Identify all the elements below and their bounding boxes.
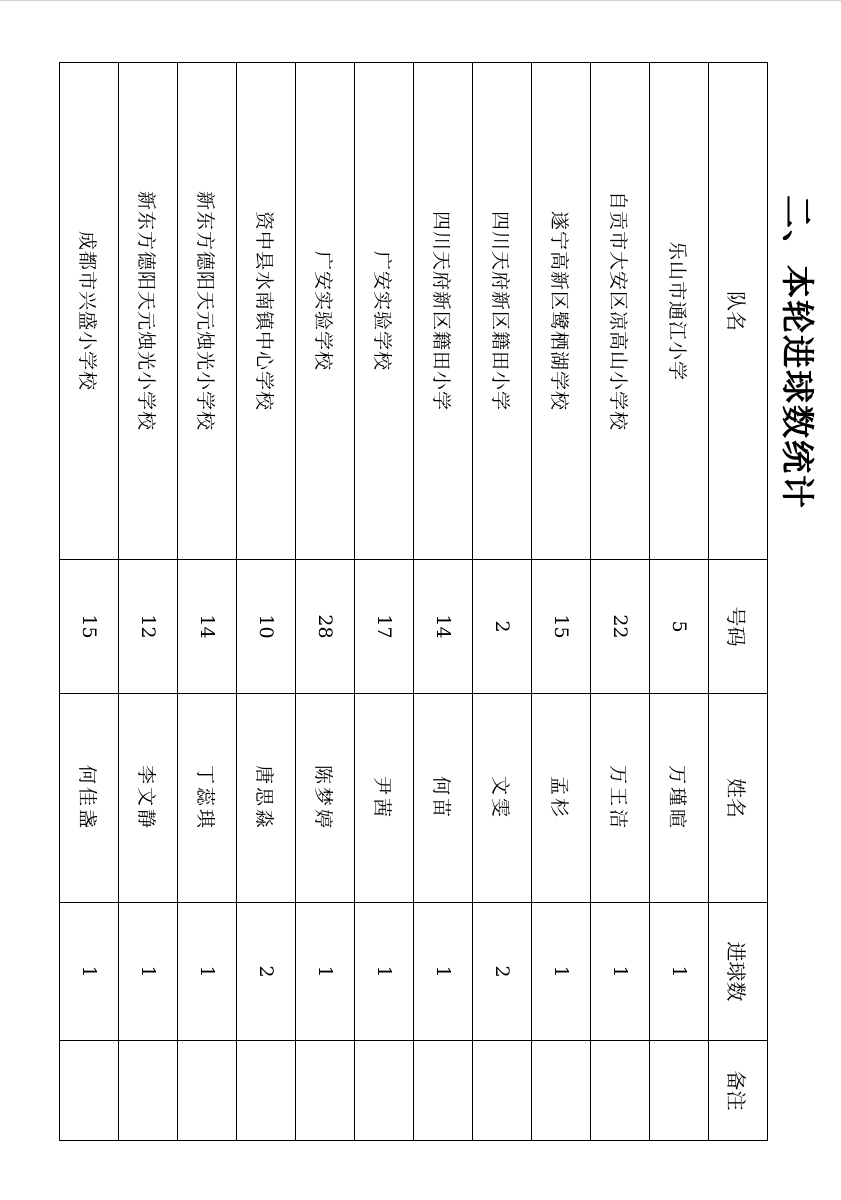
team-cell: 新东方德阳天元烛光小学校: [119, 63, 178, 560]
note-cell: [414, 1041, 473, 1141]
table-row: [355, 63, 414, 1141]
number-cell: 12: [119, 560, 178, 694]
number-cell: 17: [355, 560, 414, 694]
table-row: [178, 63, 237, 1141]
number-cell: 28: [296, 560, 355, 694]
table-row: [296, 63, 355, 1141]
number-cell: 22: [591, 560, 650, 694]
player-name-cell: 万王洁: [591, 694, 650, 903]
table-row: [532, 63, 591, 1141]
goals-cell: 1: [178, 903, 237, 1041]
goals-cell: 1: [591, 903, 650, 1041]
goals-cell: 1: [355, 903, 414, 1041]
number-cell: 14: [414, 560, 473, 694]
goals-table: [59, 62, 768, 1141]
header-name: 姓名: [709, 694, 768, 903]
goals-cell: 1: [532, 903, 591, 1041]
goals-cell: 2: [237, 903, 296, 1041]
team-cell: 四川天府新区籍田小学: [414, 63, 473, 560]
team-cell: 新东方德阳天元烛光小学校: [178, 63, 237, 560]
header-note: 备注: [709, 1041, 768, 1141]
team-cell: 广安实验学校: [355, 63, 414, 560]
note-cell: [532, 1041, 591, 1141]
player-name-cell: 唐思淼: [237, 694, 296, 903]
goals-cell: 1: [119, 903, 178, 1041]
player-name-cell: 何佳盏: [60, 694, 119, 903]
player-name-cell: 李文静: [119, 694, 178, 903]
table-row: [591, 63, 650, 1141]
note-cell: [296, 1041, 355, 1141]
header-number: 号码: [709, 560, 768, 694]
table-row: [414, 63, 473, 1141]
goals-cell: 1: [60, 903, 119, 1041]
player-name-cell: 万瑾暄: [650, 694, 709, 903]
header-goals: 进球数: [709, 903, 768, 1041]
note-cell: [355, 1041, 414, 1141]
goals-cell: 1: [650, 903, 709, 1041]
number-cell: 14: [178, 560, 237, 694]
team-cell: 成都市兴盛小学校: [60, 63, 119, 560]
goals-cell: 1: [296, 903, 355, 1041]
number-cell: 2: [473, 560, 532, 694]
table-row: [60, 63, 119, 1141]
page-title: 二、本轮进球数统计: [778, 195, 817, 510]
header-team: 队名: [709, 63, 768, 560]
note-cell: [591, 1041, 650, 1141]
table-row: [473, 63, 532, 1141]
note-cell: [60, 1041, 119, 1141]
note-cell: [473, 1041, 532, 1141]
table-header-row: [709, 63, 768, 1141]
table-row: [237, 63, 296, 1141]
player-name-cell: 陈梦婷: [296, 694, 355, 903]
number-cell: 10: [237, 560, 296, 694]
note-cell: [237, 1041, 296, 1141]
note-cell: [119, 1041, 178, 1141]
number-cell: 15: [532, 560, 591, 694]
note-cell: [650, 1041, 709, 1141]
number-cell: 15: [60, 560, 119, 694]
team-cell: 四川天府新区籍田小学: [473, 63, 532, 560]
team-cell: 遂宁高新区鹭栖湖学校: [532, 63, 591, 560]
table-row: [650, 63, 709, 1141]
goals-cell: 2: [473, 903, 532, 1041]
team-cell: 乐山市通江小学: [650, 63, 709, 560]
table-row: [119, 63, 178, 1141]
goals-cell: 1: [414, 903, 473, 1041]
note-cell: [178, 1041, 237, 1141]
team-cell: 自贡市大安区凉高山小学校: [591, 63, 650, 560]
player-name-cell: 尹茜: [355, 694, 414, 903]
player-name-cell: 何苗: [414, 694, 473, 903]
player-name-cell: 丁蕊琪: [178, 694, 237, 903]
player-name-cell: 孟杉: [532, 694, 591, 903]
team-cell: 资中县水南镇中心学校: [237, 63, 296, 560]
number-cell: 5: [650, 560, 709, 694]
team-cell: 广安实验学校: [296, 63, 355, 560]
player-name-cell: 文雯: [473, 694, 532, 903]
